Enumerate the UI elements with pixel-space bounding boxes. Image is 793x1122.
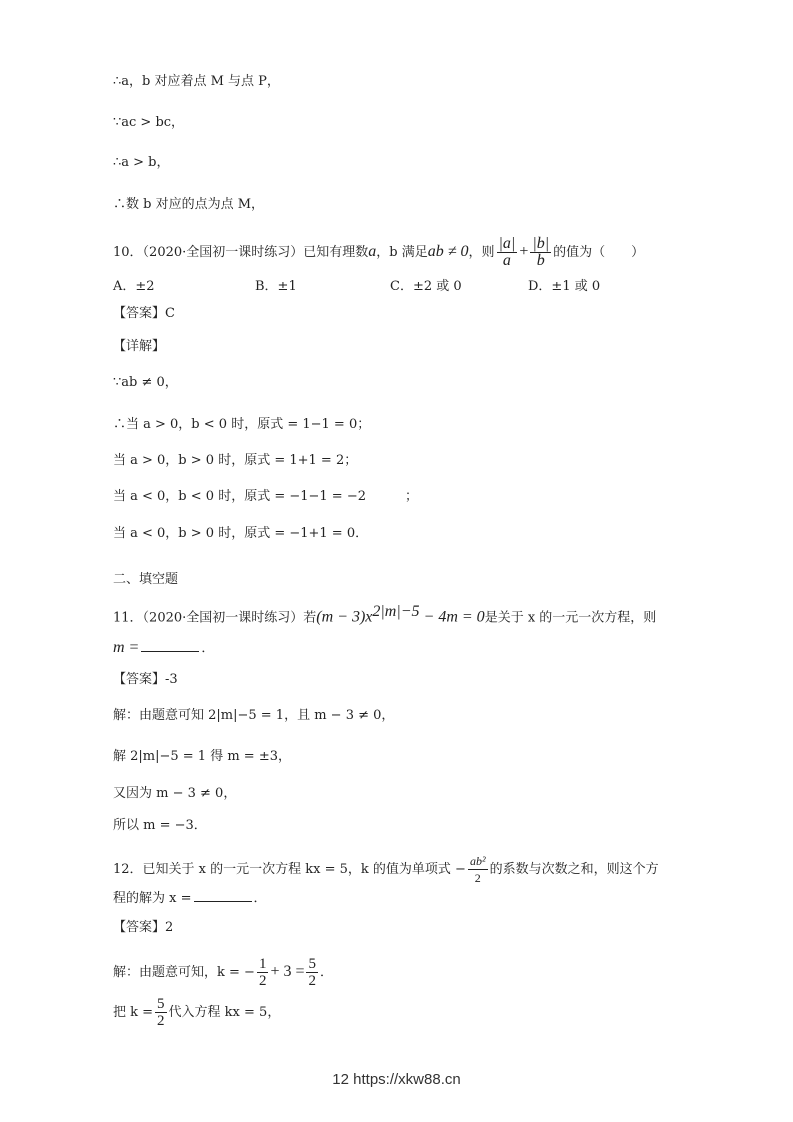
answer: 【答案】C [113, 306, 175, 321]
question-text: 的系数与次数之和，则这个方 [489, 862, 659, 877]
fraction [155, 996, 167, 1029]
text-line: ∴a，b 对应着点 M 与点 P， [113, 74, 280, 89]
text: 代入方程 kx = 5， [168, 1005, 281, 1020]
text-line: ∵ac > bc， [113, 115, 185, 130]
question-12-blank-line [113, 889, 267, 908]
detail-heading: 【详解】 [113, 339, 166, 354]
numerator: 1 [258, 956, 267, 972]
numerator: |b| [532, 235, 550, 252]
fraction [530, 236, 551, 269]
denominator: 2 [474, 871, 481, 885]
math: ab ≠ 0 [427, 243, 469, 260]
text-line: 解：由题意可知 2|m|−5 = 1，且 m − 3 ≠ 0， [113, 708, 395, 723]
fraction [306, 956, 318, 989]
denominator: 2 [157, 1013, 165, 1029]
option-b: B．±1 [255, 279, 297, 294]
option-c: C．±2 或 0 [390, 279, 462, 294]
question-12 [113, 853, 659, 886]
text-line: 解 2|m|−5 = 1 得 m = ±3， [113, 749, 291, 764]
numerator: 5 [157, 996, 165, 1012]
text-line: ∴数 b 对应的点为点 M， [113, 197, 265, 212]
question-text: 11．（2020·全国初一课时练习）若 [113, 610, 317, 626]
text: 解：由题意可知，k = − [113, 965, 255, 980]
option-a: A．±2 [113, 279, 155, 294]
denominator: a [502, 252, 511, 269]
question-text: ，b 满足 [376, 245, 428, 260]
math: − 4m = 0 [419, 608, 485, 626]
punct: ． [201, 641, 215, 656]
denominator: 2 [258, 973, 267, 989]
math: a [368, 243, 377, 260]
question-text: 的值为（ ） [553, 245, 645, 260]
question-text: 是关于 x 的一元一次方程，则 [484, 610, 657, 626]
fraction [468, 853, 488, 886]
text-line [113, 996, 280, 1029]
question-text: 程的解为 x = [113, 891, 192, 906]
numerator: |a| [498, 235, 516, 252]
answer: 【答案】2 [113, 920, 174, 935]
denominator: 2 [308, 973, 316, 989]
numerator: ab² [469, 854, 486, 868]
question-text: 10．（2020·全国初一课时练习）已知有理数 [113, 245, 369, 260]
fraction [257, 956, 269, 989]
text-line: ∴当 a > 0，b < 0 时，原式 = 1−1 = 0； [113, 417, 371, 432]
text-line: ∵ab ≠ 0， [113, 375, 178, 390]
question-text: ，则 [468, 245, 495, 260]
text-line: 当 a > 0，b > 0 时，原式 = 1+1 = 2； [113, 453, 358, 468]
text-line: 当 a < 0，b > 0 时，原式 = −1+1 = 0． [113, 526, 369, 541]
fraction [497, 236, 518, 269]
text-line: ∴a > b， [113, 155, 170, 170]
text-line: 又因为 m − 3 ≠ 0， [113, 786, 237, 801]
answer: 【答案】-3 [113, 672, 178, 687]
question-10 [113, 236, 644, 269]
text-line [113, 956, 333, 989]
answer-blank [141, 639, 199, 652]
section-heading: 二、填空题 [113, 572, 179, 587]
question-text: 12．已知关于 x 的一元一次方程 kx = 5，k 的值为单项式 − [113, 862, 466, 877]
option-d: D．±1 或 0 [528, 279, 601, 294]
answer-blank [194, 889, 252, 902]
text-line: 当 a < 0，b < 0 时，原式 = −1−1 = −2 ； [113, 489, 418, 504]
math: m = [113, 639, 140, 656]
exponent: 2|m|−5 [372, 603, 420, 620]
page-footer: 12 https://xkw88.cn [332, 1071, 461, 1088]
text-line: 所以 m = −3． [113, 818, 207, 833]
math: + 3 = [270, 963, 305, 980]
math: + [519, 243, 529, 260]
numerator: 5 [308, 956, 316, 972]
denominator: b [536, 252, 545, 269]
punct: ． [319, 965, 333, 980]
math: (m − 3)x [316, 608, 373, 626]
question-11-blank-line [113, 639, 214, 658]
punct: ． [253, 891, 267, 906]
question-11 [113, 603, 656, 627]
text: 把 k = [113, 1005, 154, 1020]
